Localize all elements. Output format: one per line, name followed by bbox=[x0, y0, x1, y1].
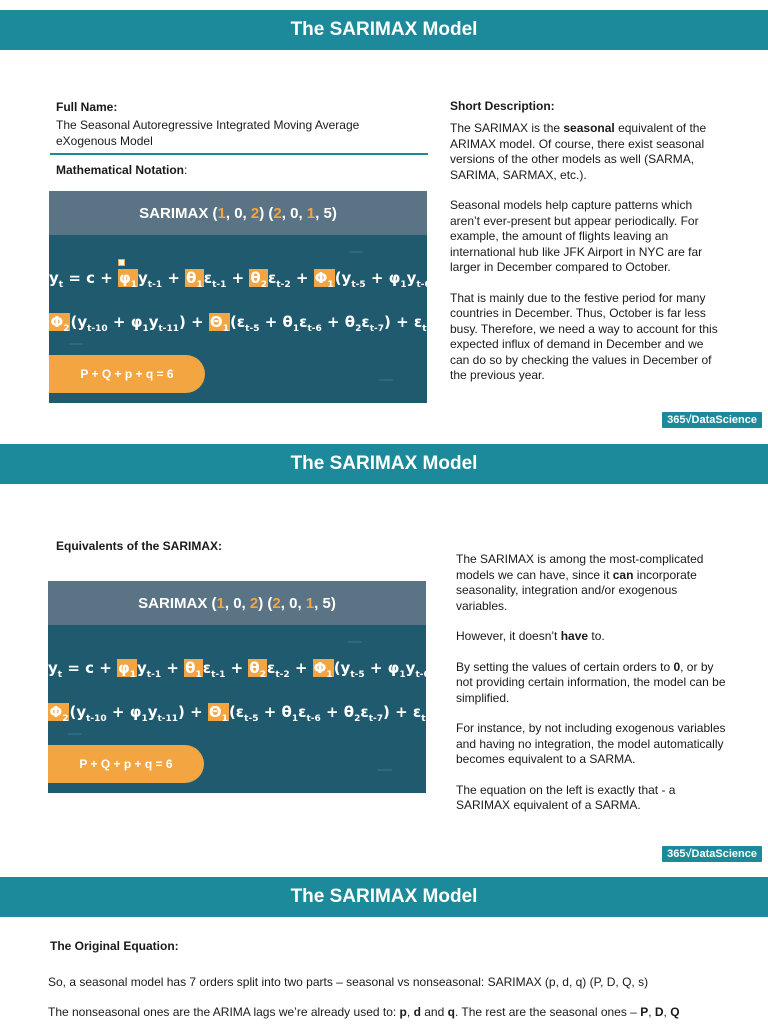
order-s: 5 bbox=[322, 594, 331, 612]
comma: , bbox=[406, 1005, 414, 1019]
comma: , bbox=[648, 1005, 655, 1019]
equation-line-2: $\Phi_2(y_{t-10} + \varphi_1y_{t-11}) + \Theta_1(\varepsilon_{t-5} + \theta_1\varepsilon_{t-6} + \theta_2\varepsilon_{t-7}) + \varepsilon_t$ bbox=[49, 703, 426, 724]
paragraph-1 bbox=[450, 121, 722, 183]
paragraph-1 bbox=[456, 552, 728, 614]
equivalents-text bbox=[456, 552, 728, 829]
order-d: 0 bbox=[234, 204, 243, 222]
original-equation-line-1: So, a seasonal model has 7 orders split into two parts – seasonal vs nonseasonal: SARIMAX (p, d, q) (P, D, Q, s) bbox=[48, 975, 649, 989]
formula-panel bbox=[49, 191, 456, 403]
brand-logo: 365√DataScience bbox=[662, 846, 762, 862]
slide-title-text: The SARIMAX Model bbox=[290, 19, 478, 40]
selection-handle bbox=[118, 259, 125, 266]
equivalents-label: Equivalents of the SARIMAX: bbox=[56, 539, 223, 553]
full-name-text bbox=[56, 118, 416, 149]
paragraph-4: For instance, by not including exogenous variables and having no integration, the model automatically becomes equivalent to a SARMA. bbox=[456, 721, 726, 766]
p1-bold: can bbox=[612, 567, 634, 582]
slide-title-text: The SARIMAX Model bbox=[290, 453, 478, 474]
model-name: SARIMAX bbox=[139, 204, 209, 222]
order-q-bold: q bbox=[447, 1005, 455, 1019]
formula-model-band: SARIMAX ( 1 , 0 , 2 ) ( 2 , 0 , 1 , 5 ) bbox=[48, 581, 426, 625]
p2-bold: have bbox=[560, 629, 589, 643]
original-equation-label: The Original Equation: bbox=[50, 939, 179, 953]
paragraph-3: That is mainly due to the festive period for many countries in December. Thus, October is far less busy. Therefore, we need a way to account for this expected influx of demand in December and we can do so by checking the values in December of the previous year. bbox=[450, 290, 718, 382]
order-s: 5 bbox=[323, 204, 332, 222]
order-D-bold: D bbox=[654, 1005, 664, 1019]
orders-sum-pill bbox=[49, 355, 205, 393]
slide-title bbox=[0, 444, 768, 484]
brand-logo: 365√DataScience bbox=[662, 412, 762, 428]
equation-line-1: $y_t = c + \varphi_1y_{t-1} + \theta_1\varepsilon_{t-1} + \theta_2\varepsilon_{t-2} + \Phi_1(y_{t-5} + \varphi_1y_{t-6})$ + bbox=[48, 659, 455, 680]
decor-dash bbox=[378, 769, 392, 771]
paragraph-2: Seasonal models help capture patterns which aren’t ever-present but appear periodically. For example, the amount of flights leaving an international hub like JFK Airport in NYC are far larger in December compared to October. bbox=[450, 198, 703, 274]
paragraph-5: The equation on the left is exactly that - a SARIMAX equivalent of a SARMA. bbox=[456, 782, 676, 812]
order-q: 2 bbox=[250, 204, 260, 222]
order-P-bold: P bbox=[640, 1005, 649, 1019]
decor-dash bbox=[68, 733, 82, 735]
paragraph-2 bbox=[456, 629, 728, 645]
slide-1 bbox=[0, 10, 768, 434]
divider bbox=[50, 153, 428, 155]
and-text: and bbox=[420, 1005, 448, 1019]
notation-label bbox=[56, 163, 187, 177]
model-name: SARIMAX bbox=[138, 594, 208, 612]
order-D: 0 bbox=[289, 594, 298, 612]
decor-dash bbox=[379, 379, 393, 381]
order-P: 2 bbox=[273, 204, 282, 222]
order-p: 1 bbox=[216, 594, 225, 612]
decor-dash bbox=[69, 343, 83, 345]
notation-colon: : bbox=[184, 163, 188, 177]
orders-sum-text: P + Q + p + q = 6 bbox=[79, 757, 173, 771]
p2-pre: However, it doesn’t bbox=[456, 629, 561, 643]
p2-post: to. bbox=[588, 629, 605, 643]
p3-post: , or by not providing certain information, the model can be simplified. bbox=[456, 659, 726, 705]
equation-line-1: $y_t = c + \varphi_1y_{t-1} + \theta_1\varepsilon_{t-1} + \theta_2\varepsilon_{t-2} + \Phi_1(y_{t-5} + \varphi_1y_{t-6})$ + bbox=[49, 269, 456, 290]
full-name-line-2: eXogenous Model bbox=[56, 133, 153, 148]
p3-bold: 0 bbox=[673, 659, 681, 674]
slide-title bbox=[0, 10, 768, 50]
original-equation-line-2 bbox=[48, 1005, 748, 1021]
decor-dash bbox=[348, 641, 362, 643]
line2-mid: . The rest are the seasonal ones – bbox=[454, 1005, 641, 1019]
order-p: 1 bbox=[217, 204, 226, 222]
slide-3 bbox=[0, 877, 768, 1024]
orders-sum-pill bbox=[48, 745, 204, 783]
order-d-bold: d bbox=[413, 1005, 421, 1019]
order-Q: 1 bbox=[306, 204, 316, 222]
order-d: 0 bbox=[233, 594, 242, 612]
order-P: 2 bbox=[272, 594, 281, 612]
comma: , bbox=[663, 1005, 671, 1019]
slide-title bbox=[0, 877, 768, 917]
p1-pre: The SARIMAX is the bbox=[450, 121, 564, 135]
p1-bold: seasonal bbox=[563, 121, 615, 135]
full-name-label: Full Name: bbox=[56, 100, 118, 114]
p1-pre: The SARIMAX is among the most-complicated models we can have, since it bbox=[456, 552, 704, 582]
p1-post: incorporate seasonality, integration and/or exogenous variables. bbox=[456, 567, 697, 613]
short-description-text bbox=[450, 121, 722, 399]
slide-title-text: The SARIMAX Model bbox=[290, 886, 478, 907]
p1-post: equivalent of the ARIMAX model. Of course, there exist seasonal versions of the other models as well (SARMA, SARIMA, SARMAX, etc.). bbox=[450, 121, 707, 182]
formula-panel bbox=[48, 581, 455, 793]
line2-pre: The nonseasonal ones are the ARIMA lags we’re already used to: bbox=[48, 1005, 400, 1019]
orders-sum-text: P + Q + p + q = 6 bbox=[80, 367, 174, 381]
slide-2 bbox=[0, 444, 768, 868]
paragraph-3 bbox=[456, 660, 728, 707]
full-name-line-1: The Seasonal Autoregressive Integrated Moving Average bbox=[56, 118, 360, 132]
formula-model-band: SARIMAX ( 1 , 0 , 2 ) ( 2 , 0 , 1 , 5 ) bbox=[49, 191, 427, 235]
order-Q-bold: Q bbox=[670, 1005, 680, 1019]
order-p-bold: p bbox=[399, 1005, 407, 1019]
order-Q: 1 bbox=[305, 594, 315, 612]
p3-pre: By setting the values of certain orders to bbox=[456, 659, 674, 674]
short-description-label: Short Description: bbox=[450, 99, 555, 113]
order-D: 0 bbox=[290, 204, 299, 222]
decor-dash bbox=[349, 251, 363, 253]
equation-line-2: $\Phi_2(y_{t-10} + \varphi_1y_{t-11}) + \Theta_1(\varepsilon_{t-5} + \theta_1\varepsilon_{t-6} + \theta_2\varepsilon_{t-7}) + \varepsilon_t$ bbox=[50, 313, 427, 334]
notation-label-text: Mathematical Notation bbox=[56, 163, 185, 177]
order-q: 2 bbox=[249, 594, 259, 612]
